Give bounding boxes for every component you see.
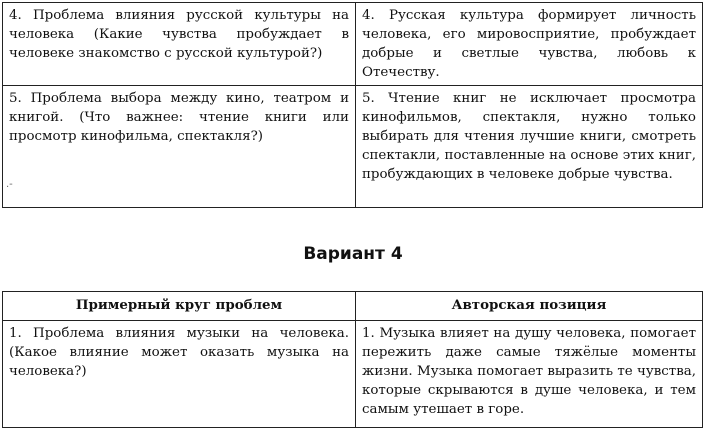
variant-heading: Вариант 4: [303, 244, 403, 264]
author-position-cell: 1. Музыка влияет на душу человека, помогает пережить даже самые тяжёлые моменты жизни. Музыка помогает выразить те чувства, которые скрываются в душе человека, и тем самым утешает в горе.: [356, 321, 703, 428]
problem-cell: 1. Проблема влияния музыки на человека. (Какое влияние может оказать музыка на человека?): [3, 321, 356, 428]
table-row: [3, 321, 703, 428]
column-header-problems: Примерный круг проблем: [3, 292, 356, 321]
problem-cell: 5. Проблема выбора между кино, театром и книгой. (Что важнее: чтение книги или просмотр кинофильма, спектакля?): [3, 86, 356, 208]
column-header-author-position: Авторская позиция: [356, 292, 703, 321]
problem-cell: 4. Проблема влияния русской культуры на человека (Какие чувства пробуждает в человеке знакомство с русской культурой?): [3, 3, 356, 86]
scan-mark: .-: [6, 179, 13, 190]
table-variant-3-continuation: [2, 2, 703, 208]
author-position-cell: 5. Чтение книг не исключает просмотра кинофильмов, спектакля, нужно только выбирать для чтения лучшие книги, смотреть спектакли, поставленные на основе этих книг, пробуждающих в человеке добрые чувства.: [356, 86, 703, 208]
table-variant-4: [2, 291, 703, 428]
table-row: [3, 86, 703, 208]
author-position-cell: 4. Русская культура формирует личность человека, его мировосприятие, пробуждает добрые и светлые чувства, любовь к Отечеству.: [356, 3, 703, 86]
table-row: [3, 3, 703, 86]
table-header-row: [3, 292, 703, 321]
